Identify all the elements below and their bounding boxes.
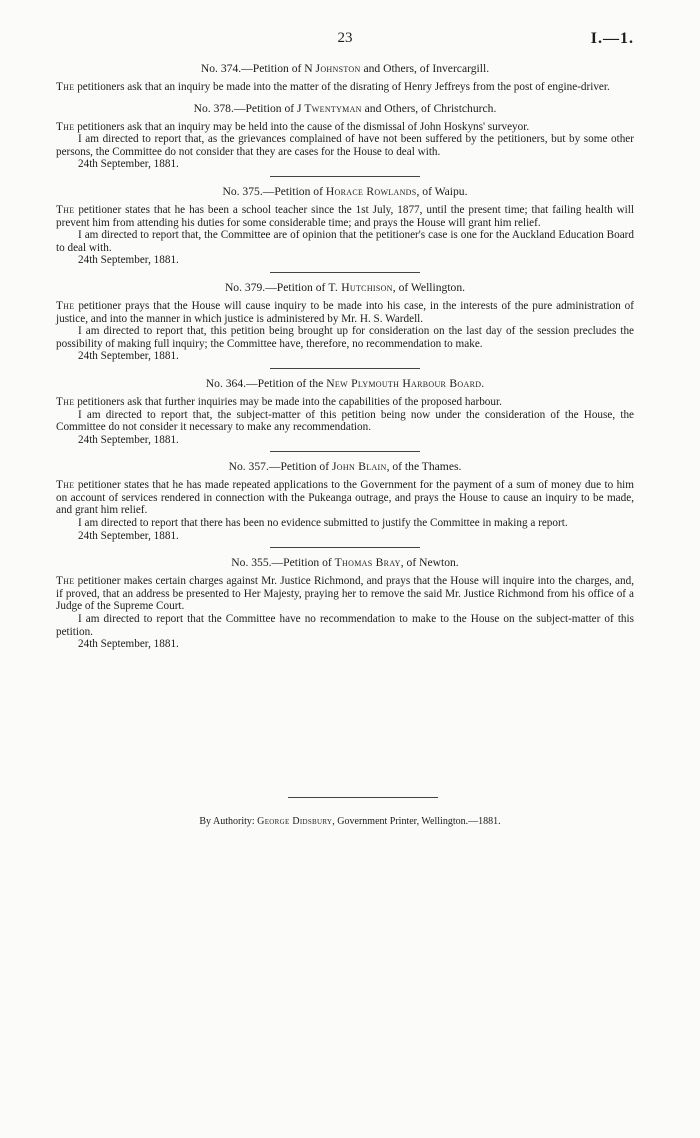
- petition-378: [56, 102, 634, 171]
- page-number: 23: [337, 30, 353, 46]
- committee-report: I am directed to report that the Committee have no recommendation to make to the House on the subject-matter of this petition.: [56, 613, 634, 638]
- petition-379: [56, 281, 634, 363]
- petition-357: [56, 460, 634, 542]
- petition-body: The petitioner makes certain charges against Mr. Justice Richmond, and prays that the House will inquire into the charges, and, if proved, that an address be presented to Her Majesty, praying her to remove the said Mr. Justice Richmond from his office of a Judge of the Supreme Court.: [56, 575, 634, 613]
- committee-report: I am directed to report that, the subject-matter of this petition being now under the consideration of the House, the Committee do not consider it necessary to make any recommendation.: [56, 408, 634, 434]
- section-divider: [270, 451, 420, 452]
- section-divider: [270, 176, 420, 177]
- petition-355: [56, 556, 634, 651]
- petition-title: No. 355.—Petition of Thomas Bray, of Newton.: [231, 556, 459, 570]
- committee-report: I am directed to report that, as the grievances complained of have not been suffered by the petitioners, but by some other persons, the Committee do not consider that they are cases for the House to deal with.: [56, 133, 634, 158]
- page-header: [56, 30, 634, 54]
- report-date: 24th September, 1881.: [78, 350, 179, 363]
- footer-divider: [288, 797, 438, 798]
- petition-title: No. 357.—Petition of John Blain, of the Thames.: [228, 460, 462, 474]
- petition-title: No. 364.—Petition of the New Plymouth Harbour Board.: [205, 376, 485, 390]
- report-date: 24th September, 1881.: [78, 529, 179, 542]
- petition-title: No. 375.—Petition of Horace Rowlands, of Waipu.: [222, 184, 468, 198]
- petition-title: No. 379.—Petition of T. Hutchison, of Wellington.: [224, 280, 466, 294]
- petition-body: The petitioner states that he has made repeated applications to the Government for the payment of a sum of money due to him on account of services rendered in connection with the Pukeanga outrage, and prays the House to cause an inquiry to be made, and grant him relief.: [56, 479, 634, 517]
- petition-364: [56, 377, 634, 446]
- petition-title: No. 378.—Petition of J Twentyman and Others, of Christchurch.: [193, 101, 497, 115]
- report-date: 24th September, 1881.: [78, 158, 179, 171]
- section-divider: [270, 547, 420, 548]
- printer-imprint: By Authority: George Didsbury, Government Printer, Wellington.—1881.: [199, 816, 501, 827]
- petition-body: The petitioners ask that further inquiries may be made into the capabilities of the proposed harbour.: [56, 395, 502, 408]
- petition-374: [56, 62, 634, 94]
- petition-title: No. 374.—Petition of N Johnston and Others, of Invercargill.: [200, 62, 490, 75]
- committee-report: I am directed to report that, this petition being brought up for consideration on the last day of the session precludes the possibility of making full inquiry; the Committee have, therefore, no recommendation to make.: [56, 325, 634, 350]
- petition-body: The petitioner prays that the House will cause inquiry to be made into his case, in the interests of the pure administration of justice, and into the manner in which justice is administered by Mr. H. S. Wardell.: [56, 299, 634, 325]
- petition-body: The petitioners ask that an inquiry may be held into the cause of the dismissal of John Hoskyns' surveyor.: [56, 120, 530, 133]
- paper-series-number: I.—1.: [590, 30, 634, 47]
- report-date: 24th September, 1881.: [78, 638, 179, 651]
- section-divider: [270, 368, 420, 369]
- report-date: 24th September, 1881.: [78, 433, 179, 446]
- petition-body: The petitioner states that he has been a school teacher since the 1st July, 1877, until the present time; that failing health will prevent him from attending his duties for some considerable time; and prays the House will grant him relief.: [56, 203, 634, 229]
- report-date: 24th September, 1881.: [78, 254, 179, 267]
- section-divider: [270, 272, 420, 273]
- committee-report: I am directed to report that, the Committee are of opinion that the petitioner's case is one for the Auckland Education Board to deal with.: [56, 229, 634, 254]
- petition-body: The petitioners ask that an inquiry be made into the matter of the disrating of Henry Jeffreys from the post of engine-driver.: [56, 81, 610, 93]
- petition-375: [56, 185, 634, 267]
- committee-report: I am directed to report that there has been no evidence submitted to justify the Committee in making a report.: [78, 517, 568, 530]
- document-page: [56, 30, 634, 651]
